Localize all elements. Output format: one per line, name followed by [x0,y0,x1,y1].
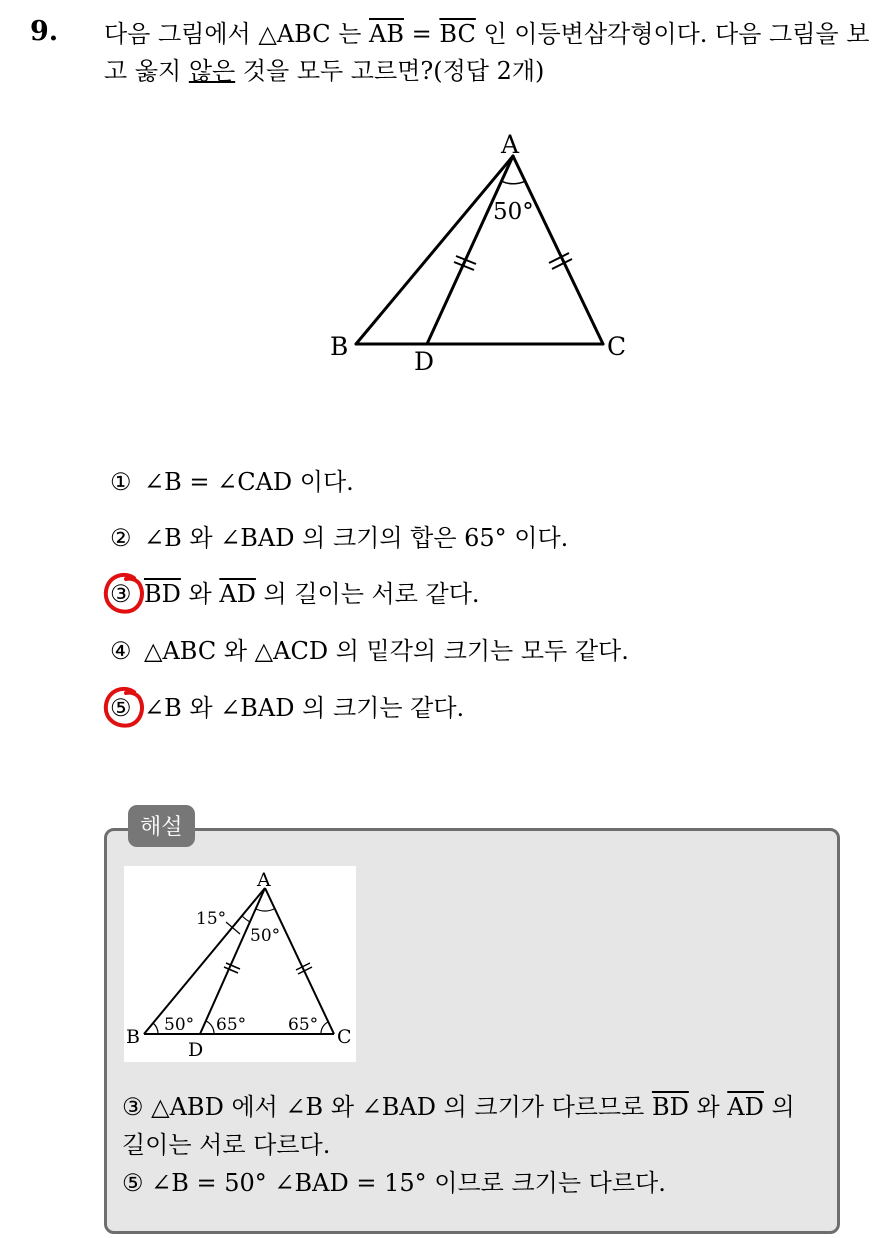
solution-text [122,1088,836,1202]
choice-number: ① [110,468,132,496]
solution-part: 의 [763,1093,795,1121]
choice-text: ∠B 와 ∠BAD 의 크기의 합은 65° 이다. [144,524,569,552]
solution-part: ③ △ABD 에서 ∠B 와 ∠BAD 의 크기가 다르므로 [122,1093,652,1121]
question-number: 9. [30,16,59,47]
angle-arc [321,1022,328,1034]
label-d: D [414,347,435,376]
choice-text: △ABC 와 △ACD 의 밑각의 크기는 모두 같다. [144,637,629,665]
choice-1[interactable] [110,466,354,498]
choice-text: ∠B = ∠CAD 이다. [144,468,354,496]
segment-bd: $\overline{BD}$ [144,580,181,608]
angle-label: 50° [164,1015,195,1035]
angle-label: 65° [288,1015,319,1035]
solution-figure [124,866,356,1062]
label-b: B [330,332,349,361]
triangle-figure [320,126,640,376]
question-part: 것을 모두 고르면?(정답 2개) [235,57,545,85]
segment-ab: $\overline{AB}$ [369,20,405,48]
solution-line-1 [122,1088,836,1126]
question-part: 인 이등변삼각형이다. 다음 그림을 보고 옳지 [104,20,870,85]
label-b: B [126,1026,140,1048]
angle-label: 65° [216,1015,247,1035]
angle-arc [242,916,250,922]
question-part: 다음 그림에서 △ABC 는 [104,20,370,48]
angle-arc [206,1021,214,1034]
segment-ad: $\overline{AD}$ [727,1093,764,1121]
label-a: A [501,130,520,159]
solution-line-2: 길이는 서로 다르다. [122,1131,331,1159]
choice-4[interactable] [110,635,629,667]
angle-arc [256,909,274,911]
side-ab [356,156,513,344]
side-ac [513,156,603,344]
choice-text: 의 길이는 서로 같다. [255,580,480,608]
label-a: A [257,869,271,891]
choice-5[interactable] [110,692,464,724]
choice-number: ② [110,524,132,552]
segment-bd: $\overline{BD}$ [651,1093,689,1121]
angle-label: 50° [493,199,534,225]
solution-tag: 해설 [128,805,195,847]
angle-label: 50° [250,926,281,946]
choice-text: ∠B 와 ∠BAD 의 크기는 같다. [144,694,465,722]
equals-sign: = [404,20,440,48]
side-ac [265,888,334,1034]
solution-part: 와 [688,1093,728,1121]
angle-arc [502,181,526,184]
label-d: D [188,1039,204,1061]
choice-2[interactable] [110,522,568,554]
choice-number: ⑤ [110,694,132,722]
answer-circle-mark [100,570,148,620]
choice-3[interactable] [110,578,480,610]
answer-circle-mark [100,684,148,734]
label-c: C [337,1026,352,1048]
choice-number: ③ [110,580,132,608]
angle-label: 15° [196,909,227,929]
choice-text: 와 [180,580,220,608]
underlined-word: 않은 [188,57,236,85]
segment-ad: $\overline{AD}$ [219,580,256,608]
segment-bc: $\overline{BC}$ [439,20,476,48]
solution-line-3: ⑤ ∠B = 50° ∠BAD = 15° 이므로 크기는 다르다. [122,1169,666,1197]
label-c: C [607,332,627,361]
question-text [104,16,874,90]
angle-arc [153,1023,158,1034]
choice-number: ④ [110,637,132,665]
segment-ad [427,156,513,344]
